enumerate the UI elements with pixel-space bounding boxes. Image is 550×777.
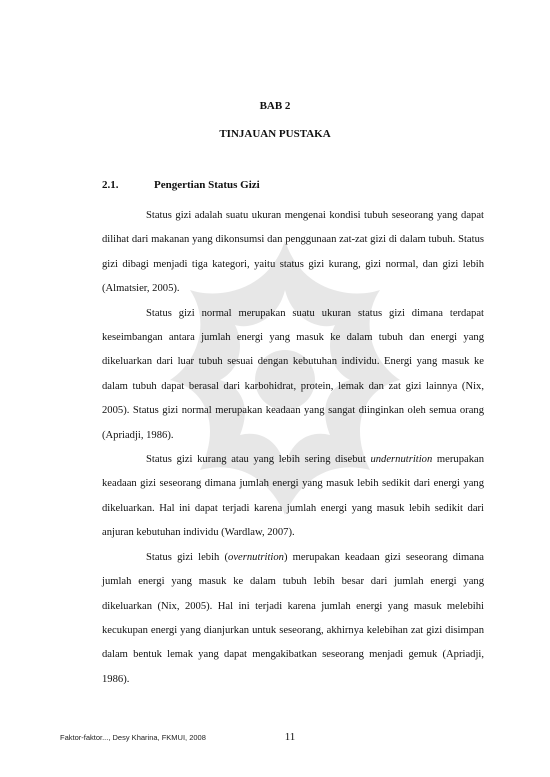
paragraph-text: Status gizi kurang atau yang lebih sering disebut	[146, 454, 371, 466]
section-title: Pengertian Status Gizi	[154, 179, 260, 191]
paragraph	[102, 448, 484, 546]
section-number: 2.1.	[102, 179, 119, 191]
paragraph-text: Status gizi adalah suatu ukuran mengenai kondisi tubuh seseorang yang dapat dilihat dari makanan yang dikonsumsi dan penggunaan zat-zat gizi di dalam tubuh. Status gizi dibagi menjadi tiga kategori, yaitu status gizi kurang, gizi normal, dan gizi lebih (Almatsier, 2005).	[102, 210, 484, 295]
page-number: 11	[284, 731, 296, 743]
section-heading	[102, 179, 260, 191]
paragraph	[102, 546, 484, 692]
paragraph	[102, 302, 484, 448]
paragraph	[102, 204, 484, 302]
body-text	[102, 204, 484, 692]
paragraph-text: Status gizi normal merupakan suatu ukuran status gizi dimana terdapat keseimbangan antara jumlah energi yang masuk ke dalam tubuh dan energi yang dikeluarkan dari luar tubuh sesuai dengan kebutuhan individu. Energi yang masuk ke dalam tubuh dapat berasal dari karbohidrat, protein, lemak dan zat gizi lainnya (Nix, 2005). Status gizi normal merupakan keadaan yang sangat diinginkan oleh semua orang (Apriadji, 1986).	[102, 307, 484, 441]
paragraph-text: ) merupakan keadaan gizi seseorang dimana jumlah energi yang masuk ke dalam tubuh lebih besar dari jumlah energi yang dikeluarkan (Nix, 2005). Hal ini terjadi karena jumlah energi yang masuk melebihi kecukupan energi yang dianjurkan untuk seseorang, akhirnya kelebihan zat gizi disimpan dalam bentuk lemak yang dapat mengakibatkan seseorang menjadi gemuk (Apriadji, 1986).	[102, 551, 484, 685]
italic-term: overnutrition	[228, 551, 284, 563]
paragraph-text: merupakan keadaan gizi seseorang dimana jumlah energi yang masuk lebih sedikit dari energi yang dikeluarkan. Hal ini dapat terjadi karena jumlah energi yang masuk lebih sedikit dari anjuran kebutuhan individu (Wardlaw, 2007).	[102, 454, 484, 539]
chapter-title: TINJAUAN PUSTAKA	[219, 128, 331, 140]
italic-term: undernutrition	[370, 454, 433, 466]
footer-citation: Faktor-faktor..., Desy Kharina, FKMUI, 2008	[60, 733, 206, 742]
chapter-label: BAB 2	[259, 100, 291, 112]
paragraph-text: Status gizi lebih (	[146, 551, 229, 563]
